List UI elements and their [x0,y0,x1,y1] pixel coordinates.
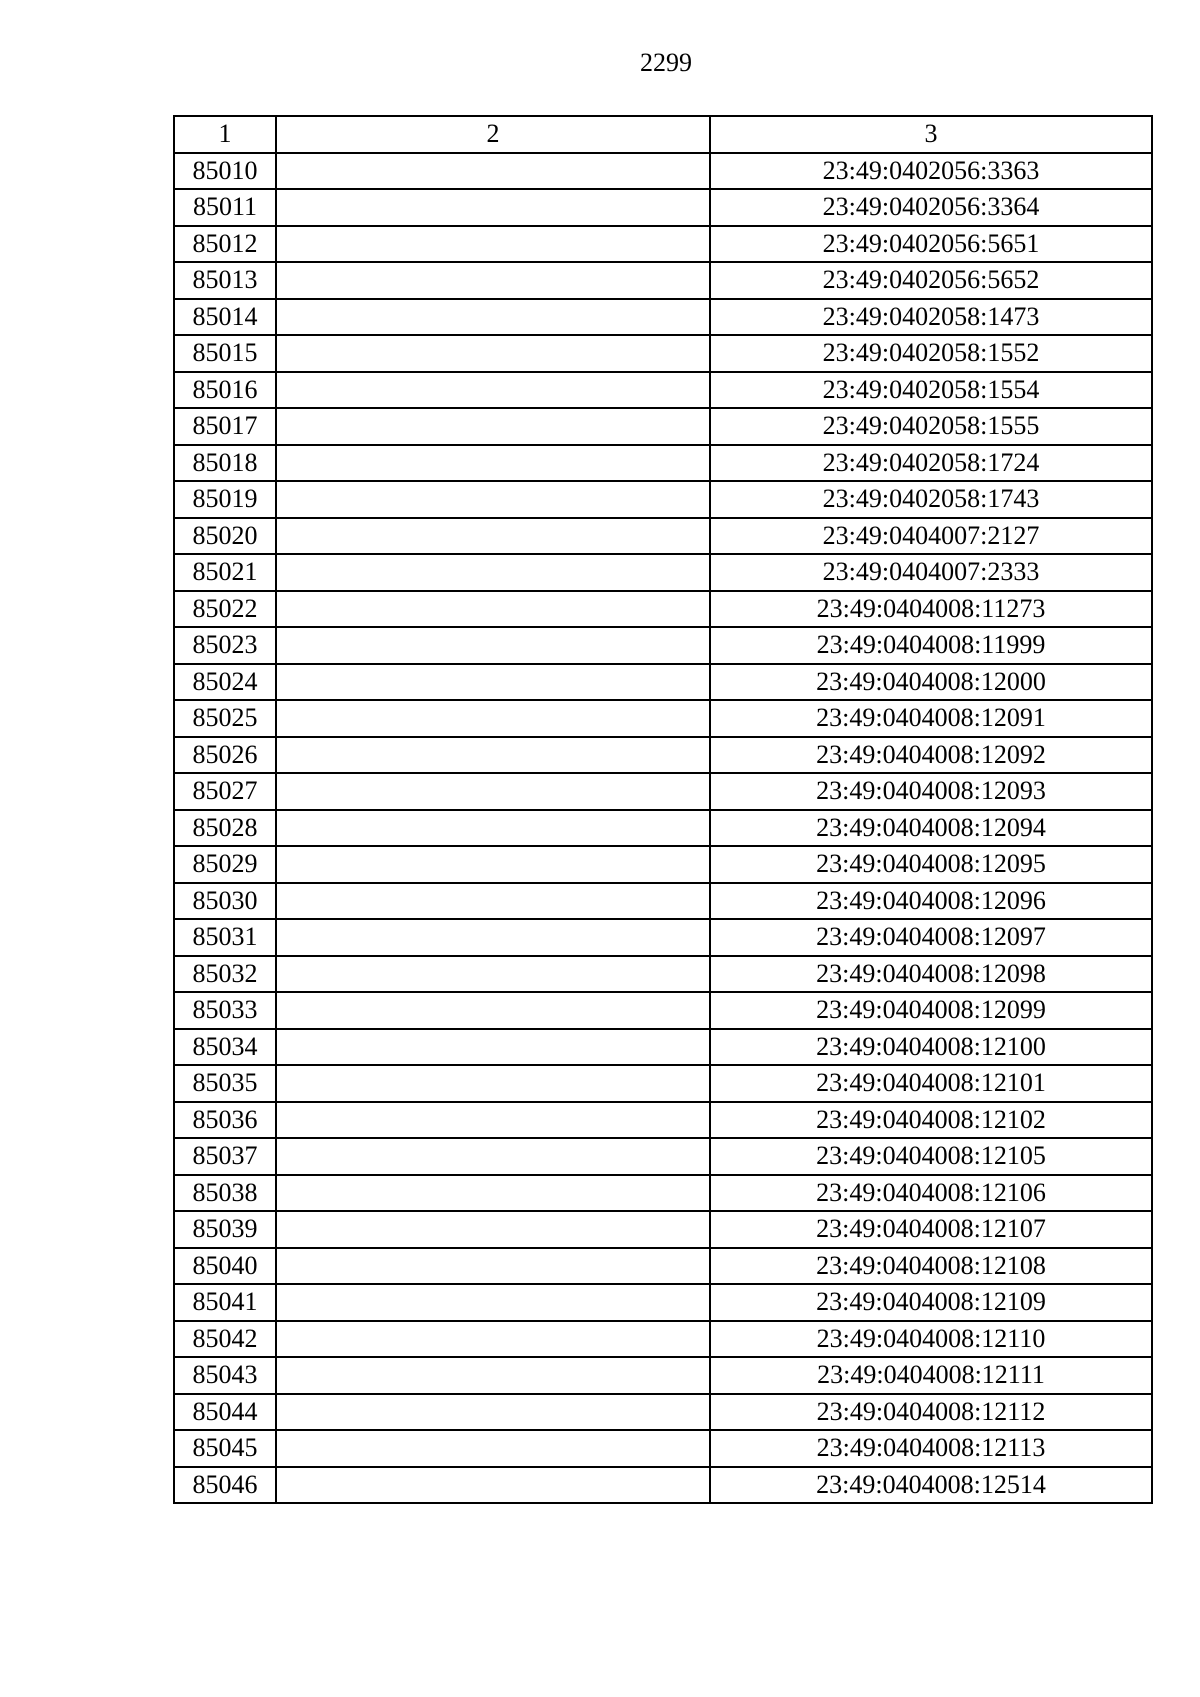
table-row [174,664,1152,701]
table-row [174,1321,1152,1358]
row-description-cell [276,919,710,956]
cadastral-number-cell: 23:49:0404008:12110 [710,1321,1152,1358]
cadastral-number-cell: 23:49:0404008:12094 [710,810,1152,847]
table-row [174,992,1152,1029]
row-description-cell [276,1394,710,1431]
row-number-cell: 85042 [174,1321,276,1358]
table-row [174,919,1152,956]
row-number-cell: 85018 [174,445,276,482]
row-number-cell: 85035 [174,1065,276,1102]
table-row [174,1248,1152,1285]
cadastral-number-cell: 23:49:0404008:12091 [710,700,1152,737]
row-number-cell: 85022 [174,591,276,628]
row-description-cell [276,226,710,263]
table-row [174,335,1152,372]
row-number-cell: 85025 [174,700,276,737]
row-number-cell: 85036 [174,1102,276,1139]
table-row [174,1138,1152,1175]
row-description-cell [276,956,710,993]
row-description-cell [276,1284,710,1321]
table-header-row [174,116,1152,153]
cadastral-number-cell: 23:49:0404008:12107 [710,1211,1152,1248]
row-number-cell: 85023 [174,627,276,664]
row-description-cell [276,554,710,591]
row-number-cell: 85032 [174,956,276,993]
row-description-cell [276,627,710,664]
row-number-cell: 85015 [174,335,276,372]
cadastral-number-cell: 23:49:0404007:2333 [710,554,1152,591]
row-number-cell: 85011 [174,189,276,226]
table-row [174,1211,1152,1248]
table-row [174,226,1152,263]
row-description-cell [276,1138,710,1175]
cadastral-number-cell: 23:49:0402058:1554 [710,372,1152,409]
row-number-cell: 85017 [174,408,276,445]
row-description-cell [276,1029,710,1066]
row-description-cell [276,1211,710,1248]
row-description-cell [276,408,710,445]
cadastral-number-cell: 23:49:0402056:3363 [710,153,1152,190]
table-row [174,262,1152,299]
table-row [174,445,1152,482]
table-row [174,1029,1152,1066]
row-description-cell [276,1467,710,1504]
row-number-cell: 85038 [174,1175,276,1212]
cadastral-number-cell: 23:49:0404008:12098 [710,956,1152,993]
row-description-cell [276,883,710,920]
row-number-cell: 85013 [174,262,276,299]
row-number-cell: 85010 [174,153,276,190]
row-description-cell [276,591,710,628]
cadastral-number-cell: 23:49:0404007:2127 [710,518,1152,555]
cadastral-number-cell: 23:49:0404008:12000 [710,664,1152,701]
cadastral-number-cell: 23:49:0404008:12514 [710,1467,1152,1504]
table-row [174,1467,1152,1504]
row-number-cell: 85041 [174,1284,276,1321]
row-number-cell: 85029 [174,846,276,883]
row-description-cell [276,1430,710,1467]
row-description-cell [276,1321,710,1358]
row-description-cell [276,664,710,701]
table-row [174,627,1152,664]
row-number-cell: 85045 [174,1430,276,1467]
row-description-cell [276,153,710,190]
cadastral-number-cell: 23:49:0404008:12102 [710,1102,1152,1139]
row-number-cell: 85020 [174,518,276,555]
table-row [174,408,1152,445]
table-row [174,189,1152,226]
row-number-cell: 85026 [174,737,276,774]
cadastral-number-cell: 23:49:0404008:12097 [710,919,1152,956]
row-description-cell [276,1102,710,1139]
row-number-cell: 85030 [174,883,276,920]
cadastral-number-cell: 23:49:0404008:12111 [710,1357,1152,1394]
table-row [174,883,1152,920]
row-number-cell: 85037 [174,1138,276,1175]
table-row [174,518,1152,555]
column-header-2: 2 [276,116,710,153]
cadastral-number-cell: 23:49:0404008:12105 [710,1138,1152,1175]
row-number-cell: 85031 [174,919,276,956]
cadastral-number-cell: 23:49:0402056:3364 [710,189,1152,226]
row-number-cell: 85033 [174,992,276,1029]
row-number-cell: 85019 [174,481,276,518]
row-number-cell: 85012 [174,226,276,263]
row-description-cell [276,299,710,336]
table-body [174,153,1152,1504]
row-description-cell [276,335,710,372]
table-row [174,1357,1152,1394]
row-description-cell [276,1248,710,1285]
row-number-cell: 85034 [174,1029,276,1066]
row-description-cell [276,1065,710,1102]
table-row [174,773,1152,810]
table-row [174,1394,1152,1431]
cadastral-number-cell: 23:49:0404008:12099 [710,992,1152,1029]
row-description-cell [276,773,710,810]
row-description-cell [276,737,710,774]
row-description-cell [276,1175,710,1212]
row-description-cell [276,372,710,409]
table-row [174,956,1152,993]
cadastral-number-cell: 23:49:0404008:12101 [710,1065,1152,1102]
cadastral-number-cell: 23:49:0404008:12093 [710,773,1152,810]
cadastral-number-cell: 23:49:0404008:12109 [710,1284,1152,1321]
table-row [174,810,1152,847]
row-number-cell: 85028 [174,810,276,847]
table-row [174,481,1152,518]
table-row [174,1102,1152,1139]
column-header-1: 1 [174,116,276,153]
cadastral-number-cell: 23:49:0404008:12106 [710,1175,1152,1212]
table-row [174,299,1152,336]
row-description-cell [276,445,710,482]
table-row [174,700,1152,737]
cadastral-number-cell: 23:49:0402056:5651 [710,226,1152,263]
row-number-cell: 85040 [174,1248,276,1285]
cadastral-number-cell: 23:49:0404008:11273 [710,591,1152,628]
row-number-cell: 85027 [174,773,276,810]
table-row [174,1430,1152,1467]
row-number-cell: 85044 [174,1394,276,1431]
table-row [174,1065,1152,1102]
cadastral-number-cell: 23:49:0402058:1552 [710,335,1152,372]
table-row [174,846,1152,883]
table-row [174,1175,1152,1212]
cadastral-number-cell: 23:49:0404008:12092 [710,737,1152,774]
cadastral-number-cell: 23:49:0404008:12095 [710,846,1152,883]
cadastral-number-cell: 23:49:0402056:5652 [710,262,1152,299]
row-description-cell [276,992,710,1029]
cadastral-number-cell: 23:49:0402058:1555 [710,408,1152,445]
row-description-cell [276,262,710,299]
cadastral-number-cell: 23:49:0402058:1724 [710,445,1152,482]
row-description-cell [276,846,710,883]
page-number: 2299 [640,48,692,77]
row-number-cell: 85014 [174,299,276,336]
cadastral-number-cell: 23:49:0404008:12108 [710,1248,1152,1285]
table-row [174,554,1152,591]
row-number-cell: 85021 [174,554,276,591]
row-number-cell: 85016 [174,372,276,409]
row-description-cell [276,518,710,555]
row-description-cell [276,481,710,518]
table-row [174,153,1152,190]
table-row [174,372,1152,409]
row-number-cell: 85039 [174,1211,276,1248]
row-description-cell [276,1357,710,1394]
row-number-cell: 85043 [174,1357,276,1394]
row-description-cell [276,810,710,847]
table-row [174,1284,1152,1321]
row-description-cell [276,700,710,737]
cadastral-number-cell: 23:49:0402058:1473 [710,299,1152,336]
cadastral-number-cell: 23:49:0402058:1743 [710,481,1152,518]
registry-table [173,115,1153,1504]
row-number-cell: 85024 [174,664,276,701]
cadastral-number-cell: 23:49:0404008:12112 [710,1394,1152,1431]
row-number-cell: 85046 [174,1467,276,1504]
cadastral-number-cell: 23:49:0404008:11999 [710,627,1152,664]
cadastral-number-cell: 23:49:0404008:12100 [710,1029,1152,1066]
row-description-cell [276,189,710,226]
column-header-3: 3 [710,116,1152,153]
table-row [174,591,1152,628]
table-row [174,737,1152,774]
cadastral-number-cell: 23:49:0404008:12113 [710,1430,1152,1467]
cadastral-number-cell: 23:49:0404008:12096 [710,883,1152,920]
